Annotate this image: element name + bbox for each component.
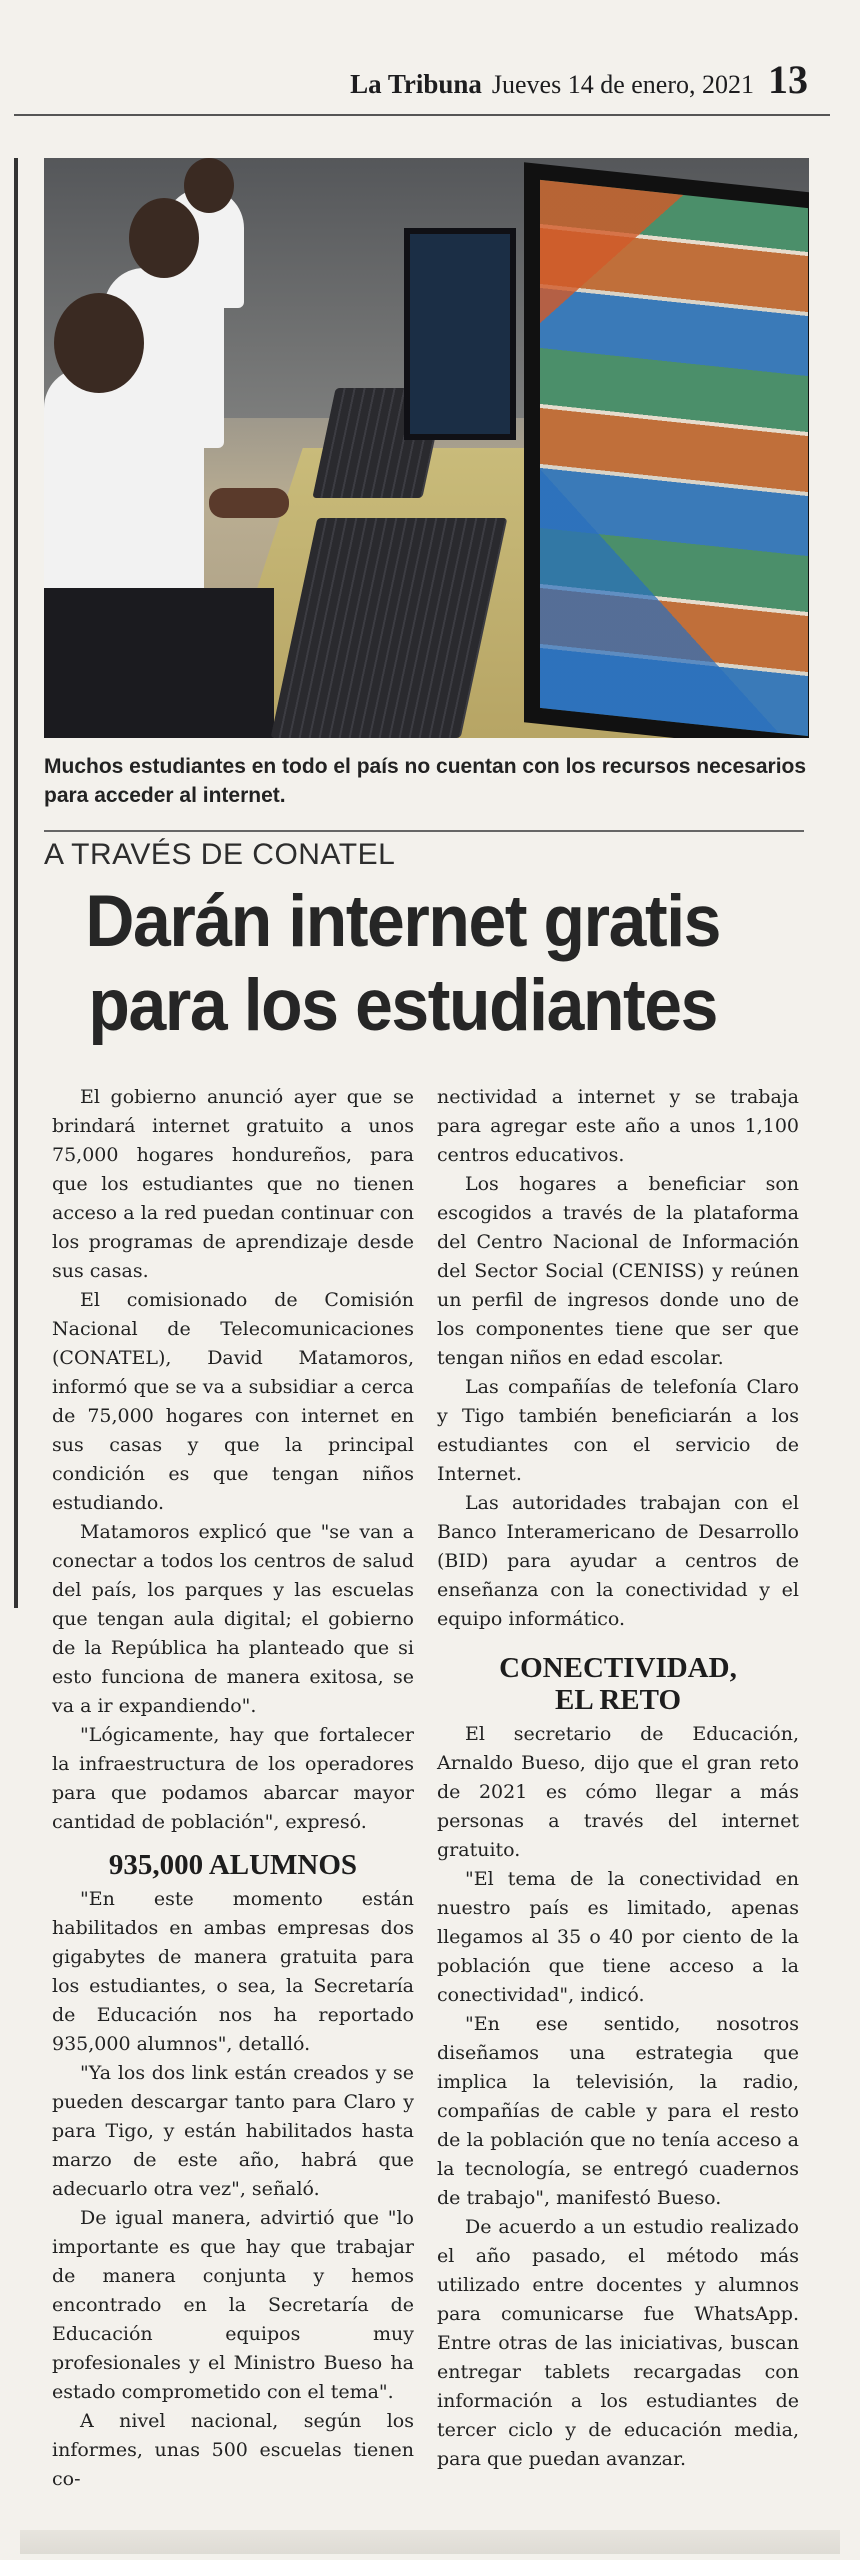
article-photo bbox=[44, 158, 809, 738]
paragraph: "En ese sentido, nosotros diseñamos una estrategia que implica la televisión, la radio, compañías de cable y para el resto de la población que no tenía acceso a la tecnología, se entregó cuadernos de trabajo", manifestó Bueso. bbox=[437, 2013, 799, 2209]
paragraph: El secretario de Educación, Arnaldo Bueso, dijo que el gran reto de 2021 es cómo llegar a más personas a través del internet gratuito. bbox=[437, 1723, 799, 1861]
paragraph: Las autoridades trabajan con el Banco Interamericano de Desarrollo (BID) para ayudar a centros de enseñanza con la conectividad y el equipo informático. bbox=[437, 1492, 799, 1630]
article-column-right bbox=[437, 1083, 799, 2474]
paragraph: "Lógicamente, hay que fortalecer la infraestructura de los operadores para que podamos abarcar mayor cantidad de población", expresó. bbox=[52, 1724, 414, 1833]
paragraph: "El tema de la conectividad en nuestro país es limitado, apenas llegamos al 35 o 40 por ciento de la población que tiene acceso a la conectividad", indicó. bbox=[437, 1868, 799, 2006]
subheading-line: CONECTIVIDAD, bbox=[499, 1652, 737, 1684]
photo-screen bbox=[540, 180, 808, 736]
paragraph: De igual manera, advirtió que "lo importante es que hay que trabajar de manera conjunta y hemos encontrado en la Secretaría de Educación equipos muy profesionales y el Ministro Bueso ha estado comprometido con el tema". bbox=[52, 2207, 414, 2403]
headline-line: Darán internet gratis bbox=[85, 881, 721, 962]
paragraph: nectividad a internet y se trabaja para agregar este año a unos 1,100 centros educativos. bbox=[437, 1086, 799, 1166]
photo-trousers bbox=[44, 588, 274, 738]
paragraph: De acuerdo a un estudio realizado el año pasado, el método más utilizado entre docentes y alumnos para comunicarse fue WhatsApp. Entre otras de las iniciativas, buscan entregar tablets recargadas con información a los estudiantes de tercer ciclo y de educación media, para que puedan avanzar. bbox=[437, 2216, 799, 2470]
header-rule bbox=[14, 114, 830, 116]
newspaper-name: La Tribuna bbox=[350, 69, 482, 99]
paragraph: El comisionado de Comisión Nacional de Telecomunicaciones (CONATEL), David Matamoros, informó que se va a subsidiar a cerca de 75,000 hogares con internet en sus casas y que la principal condición es que tengan niños estudiando. bbox=[52, 1289, 414, 1514]
article-headline bbox=[40, 880, 765, 1048]
issue-date: Jueves 14 de enero, 2021 bbox=[491, 70, 754, 99]
subheading: 935,000 ALUMNOS bbox=[108, 1849, 358, 1881]
photo-head bbox=[184, 158, 234, 213]
photo-monitor bbox=[404, 228, 516, 440]
paragraph: El gobierno anunció ayer que se brindará internet gratuito a unos 75,000 hogares hondureños, para que los estudiantes que no tienen acceso a la red puedan continuar con los programas de aprendizaje desde sus casas. bbox=[52, 1086, 414, 1282]
photo-monitor-large bbox=[524, 162, 809, 738]
article-kicker: A TRAVÉS DE CONATEL bbox=[44, 830, 804, 872]
photo-head bbox=[129, 198, 199, 278]
subheading-line: EL RETO bbox=[555, 1684, 681, 1716]
paragraph: "En este momento están habilitados en ambas empresas dos gigabytes de manera gratuita para los estudiantes, o sea, la Secretaría de Educación nos ha reportado 935,000 alumnos", detalló. bbox=[52, 1888, 414, 2055]
paragraph: Matamoros explicó que "se van a conectar a todos los centros de salud del país, los parques y las escuelas que tengan aula digital; el gobierno de la República ha planteado que si esto funciona de manera exitosa, se va a ir expandiendo". bbox=[52, 1521, 414, 1717]
subheading bbox=[437, 1652, 799, 1716]
paragraph: Los hogares a beneficiar son escogidos a través de la plataforma del Centro Nacional de Información del Sector Social (CENISS) y reúnen un perfil de ingresos donde uno de los componentes tiene que ser que tengan niños en edad escolar. bbox=[437, 1173, 799, 1369]
paragraph: "Ya los dos link están creados y se pueden descargar tanto para Claro y para Tigo, y están habilitados hasta marzo de este año, habrá que adecuarlo otra vez", señaló. bbox=[52, 2062, 414, 2200]
photo-head bbox=[54, 293, 144, 393]
article-column-left bbox=[52, 1083, 414, 2494]
page-bottom-edge bbox=[20, 2530, 840, 2554]
headline-line: para los estudiantes bbox=[88, 965, 717, 1046]
photo-student bbox=[44, 368, 204, 618]
page-number: 13 bbox=[768, 57, 808, 102]
column-bar bbox=[14, 158, 18, 1608]
photo-hand bbox=[209, 488, 289, 518]
paragraph: Las compañías de telefonía Claro y Tigo también beneficiarán a los estudiantes con el servicio de Internet. bbox=[437, 1376, 799, 1485]
photo-caption: Muchos estudiantes en todo el país no cuentan con los recursos necesarios para acceder al internet. bbox=[44, 755, 807, 807]
page-header bbox=[0, 40, 860, 100]
paragraph: A nivel nacional, según los informes, unas 500 escuelas tienen co- bbox=[52, 2410, 414, 2490]
